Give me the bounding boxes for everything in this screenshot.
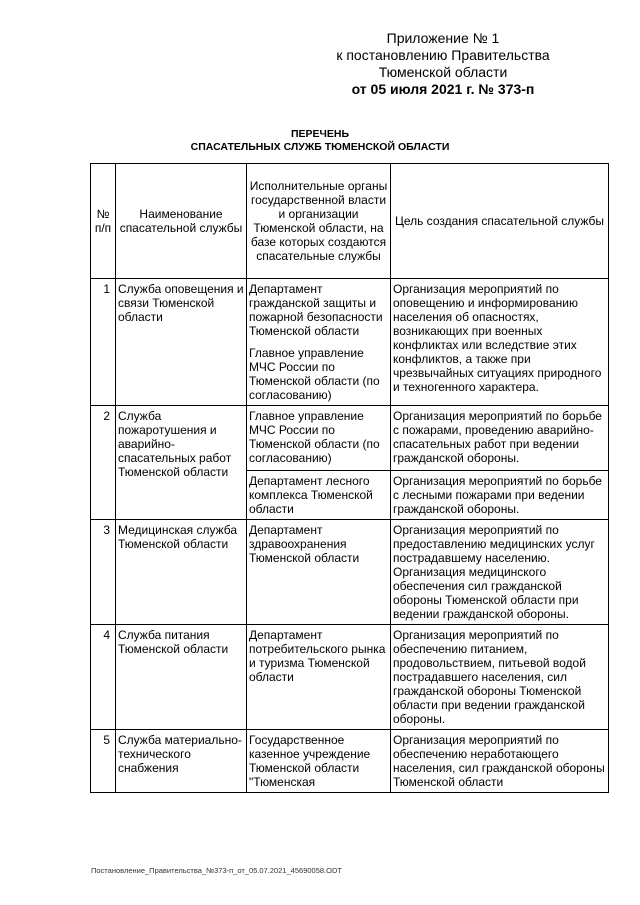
row-name: Служба питания Тюменской области — [116, 625, 247, 730]
table-row — [91, 279, 609, 406]
table-row — [91, 625, 609, 730]
row-num: 3 — [91, 520, 116, 625]
row-organ: Департамент лесного комплекса Тюменской области — [247, 470, 390, 519]
table-row — [91, 730, 609, 793]
row-goal-part: Организация мероприятий по борьбе с лесными пожарами при ведении гражданской обороны. — [391, 470, 608, 519]
row-goal: Организация мероприятий по обеспечению питанием, продовольствием, питьевой водой пострадавшего населения, сил гражданской обороны Тюменской области при ведении гражданской обороны. — [391, 625, 609, 730]
row-organs: Департамент потребительского рынка и туризма Тюменской области — [247, 625, 391, 730]
row-num: 1 — [91, 279, 116, 406]
table-row — [91, 520, 609, 625]
appendix-line: к постановлению Правительства — [336, 47, 550, 63]
row-organ: Главное управление МЧС России по Тюменской области (по согласованию) — [249, 409, 380, 465]
row-organs — [247, 406, 391, 520]
title-line: ПЕРЕЧЕНЬ — [290, 128, 350, 140]
row-num: 4 — [91, 625, 116, 730]
header-name: Наименование спасательной службы — [116, 164, 247, 279]
row-organs: Государственное казенное учреждение Тюменской области "Тюменская — [247, 730, 391, 793]
row-organ: Главное управление МЧС России по Тюменской области (по согласованию) — [249, 346, 380, 402]
appendix-block — [293, 30, 593, 98]
row-name: Служба материально-технического снабжения — [116, 730, 247, 793]
title-line: СПАСАТЕЛЬНЫХ СЛУЖБ ТЮМЕНСКОЙ ОБЛАСТИ — [190, 141, 450, 153]
appendix-date: от 05 июля 2021 г. № 373-п — [351, 81, 535, 97]
row-organ: Департамент гражданской защиты и пожарной безопасности Тюменской области — [249, 282, 383, 338]
document-title — [0, 128, 640, 154]
header-goal: Цель создания спасательной службы — [391, 164, 609, 279]
row-organs: Департамент здравоохранения Тюменской области — [247, 520, 391, 625]
table-header-row — [91, 164, 609, 279]
row-goal: Организация мероприятий по предоставлению медицинских услуг пострадавшему населению. Организация медицинского обеспечения сил гражданской обороны Тюменской области при ведении гражданской обороны. — [391, 520, 609, 625]
row-organs — [247, 279, 391, 406]
header-num: № п/п — [91, 164, 116, 279]
row-goal: Организация мероприятий по оповещению и информированию населения об опасностях, возникающих при военных конфликтах или вследствие этих конфликтов, а также при чрезвычайных ситуациях природного и техногенного характера. — [391, 279, 609, 406]
appendix-line: Тюменской области — [378, 64, 508, 80]
header-organs: Исполнительные органы государственной власти и организации Тюменской области, на базе которых создаются спасательные службы — [247, 164, 391, 279]
row-goal: Организация мероприятий по обеспечению неработающего населения, сил гражданской обороны Тюменской области — [391, 730, 609, 793]
table-row — [91, 406, 609, 520]
appendix-line: Приложение № 1 — [386, 30, 500, 46]
row-num: 2 — [91, 406, 116, 520]
row-name: Служба оповещения и связи Тюменской области — [116, 279, 247, 406]
row-num: 5 — [91, 730, 116, 793]
file-footer: Постановление_Правительства_№373-п_от_05.07.2021_45690058.ODT — [91, 866, 342, 875]
row-goal-part: Организация мероприятий по борьбе с пожарами, проведению аварийно-спасательных работ при ведении гражданской обороны. — [393, 409, 602, 465]
row-goal — [391, 406, 609, 520]
row-name: Служба пожаротушения и аварийно-спасательных работ Тюменской области — [116, 406, 247, 520]
row-name: Медицинская служба Тюменской области — [116, 520, 247, 625]
services-table — [90, 163, 609, 793]
